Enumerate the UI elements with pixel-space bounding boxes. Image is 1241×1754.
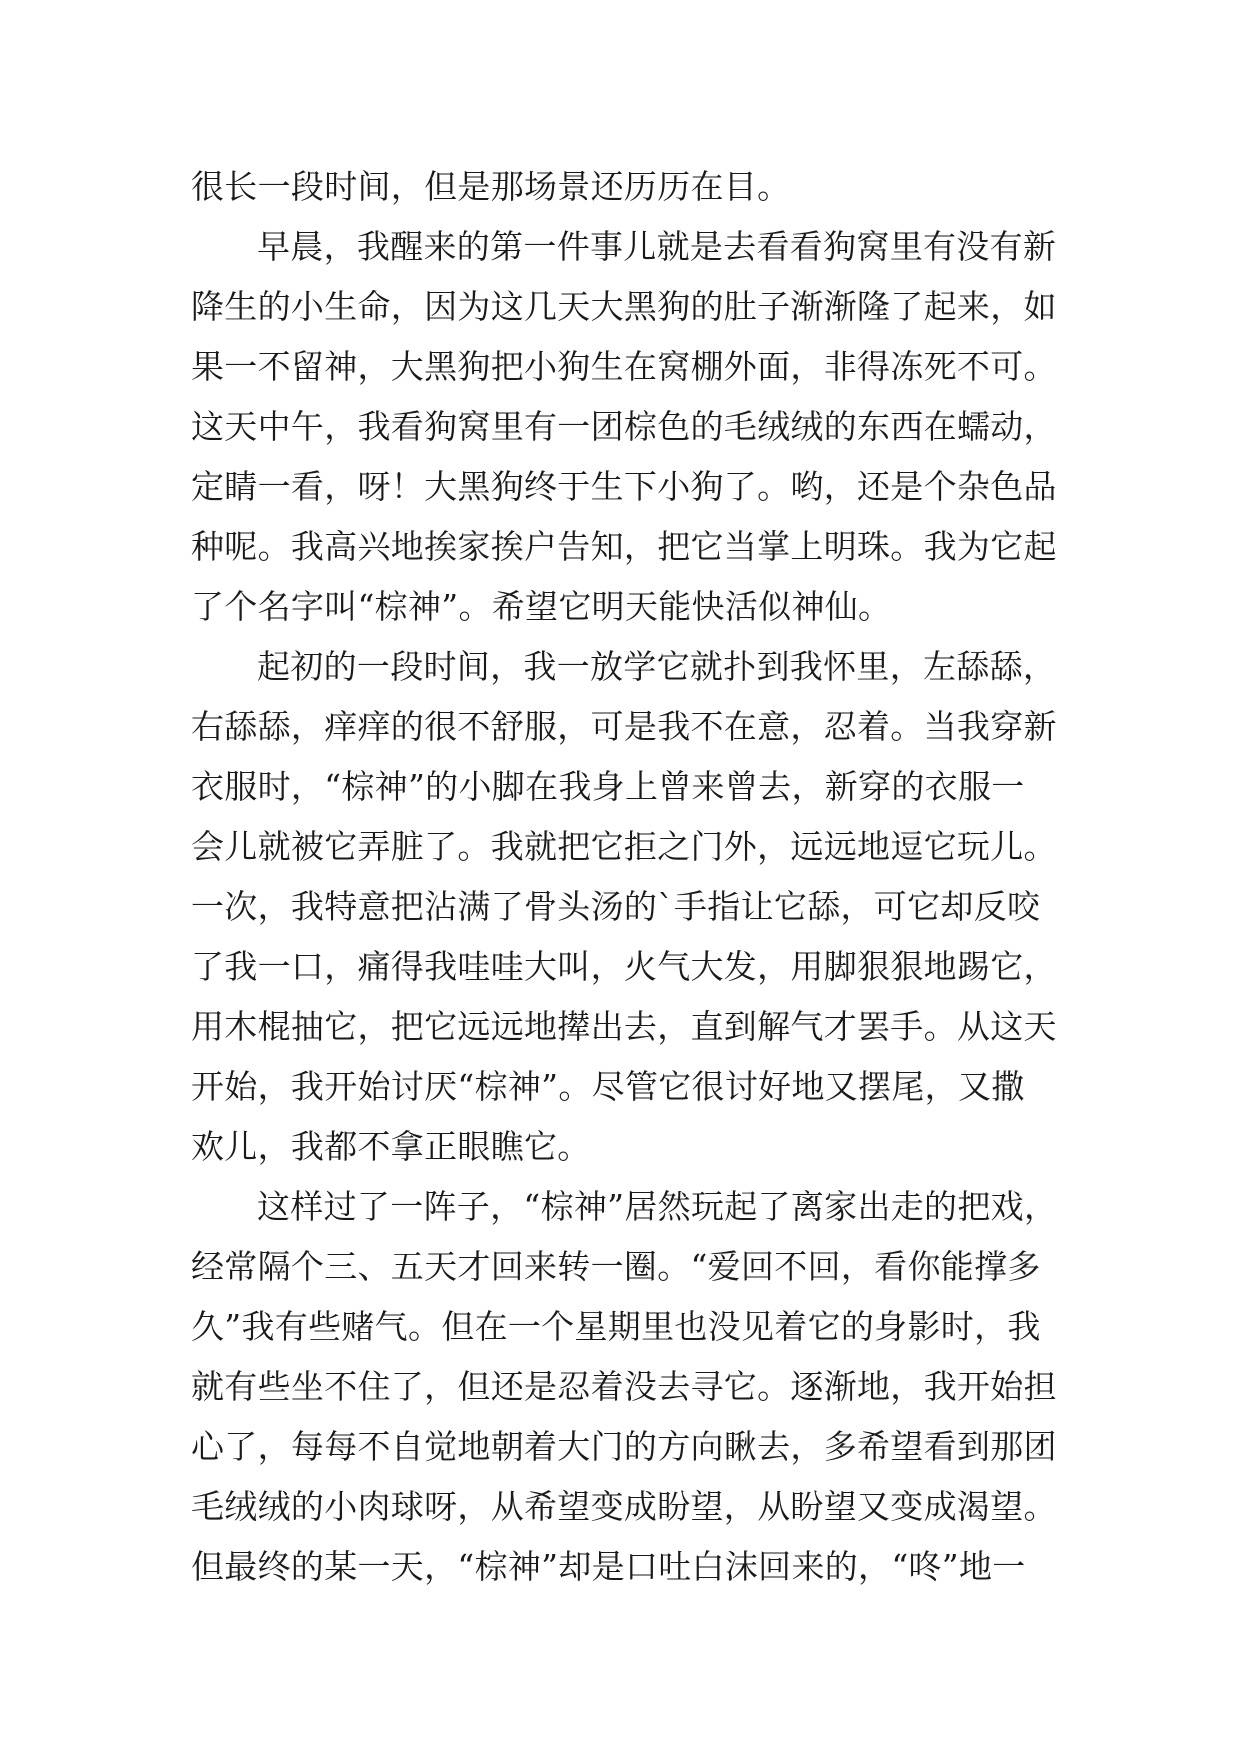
text-line: 很长一段时间，但是那场景还历历在目。 <box>191 167 791 206</box>
text-line: 会儿就被它弄脏了。我就把它拒之门外，远远地逗它玩儿。 <box>191 827 1057 866</box>
text-line: 右舔舔，痒痒的很不舒服，可是我不在意，忍着。当我穿新 <box>191 707 1057 746</box>
text-line: 降生的小生命，因为这几天大黑狗的肚子渐渐隆了起来，如 <box>191 287 1057 326</box>
text-line: 毛绒绒的小肉球呀，从希望变成盼望，从盼望又变成渴望。 <box>191 1487 1057 1526</box>
text-line: 定睛一看，呀！大黑狗终于生下小狗了。哟，还是个杂色品 <box>191 467 1057 506</box>
paragraph-first-line: 起初的一段时间，我一放学它就扑到我怀里，左舔舔， <box>257 647 1057 686</box>
text-line: 了我一口，痛得我哇哇大叫，火气大发，用脚狠狠地踢它， <box>191 947 1057 986</box>
text-line: 开始，我开始讨厌“棕神”。尽管它很讨好地又摆尾，又撒 <box>191 1067 1025 1106</box>
body-text <box>191 157 1058 1597</box>
text-line: 果一不留神，大黑狗把小狗生在窝棚外面，非得冻死不可。 <box>191 347 1057 386</box>
text-line: 了个名字叫“棕神”。希望它明天能快活似神仙。 <box>191 587 892 626</box>
text-line: 衣服时，“棕神”的小脚在我身上曾来曾去，新穿的衣服一 <box>191 767 1025 806</box>
text-line: 久”我有些赌气。但在一个星期里也没见着它的身影时，我 <box>191 1307 1041 1346</box>
paragraph-first-line: 这样过了一阵子，“棕神”居然玩起了离家出走的把戏， <box>257 1187 1058 1226</box>
text-line: 这天中午，我看狗窝里有一团棕色的毛绒绒的东西在蠕动， <box>191 407 1057 446</box>
text-line: 心了，每每不自觉地朝着大门的方向瞅去，多希望看到那团 <box>191 1427 1057 1466</box>
text-line: 欢儿，我都不拿正眼瞧它。 <box>191 1127 591 1166</box>
text-line: 就有些坐不住了，但还是忍着没去寻它。逐渐地，我开始担 <box>191 1367 1057 1406</box>
text-line: 但最终的某一天，“棕神”却是口吐白沫回来的，“咚”地一 <box>191 1547 1026 1586</box>
text-line: 用木棍抽它，把它远远地撵出去，直到解气才罢手。从这天 <box>191 1007 1057 1046</box>
paragraph-first-line: 早晨，我醒来的第一件事儿就是去看看狗窝里有没有新 <box>257 227 1057 266</box>
text-line: 种呢。我高兴地挨家挨户告知，把它当掌上明珠。我为它起 <box>191 527 1057 566</box>
text-line: 一次，我特意把沾满了骨头汤的`手指让它舔，可它却反咬 <box>191 887 1041 926</box>
text-line: 经常隔个三、五天才回来转一圈。“爱回不回，看你能撑多 <box>191 1247 1041 1286</box>
